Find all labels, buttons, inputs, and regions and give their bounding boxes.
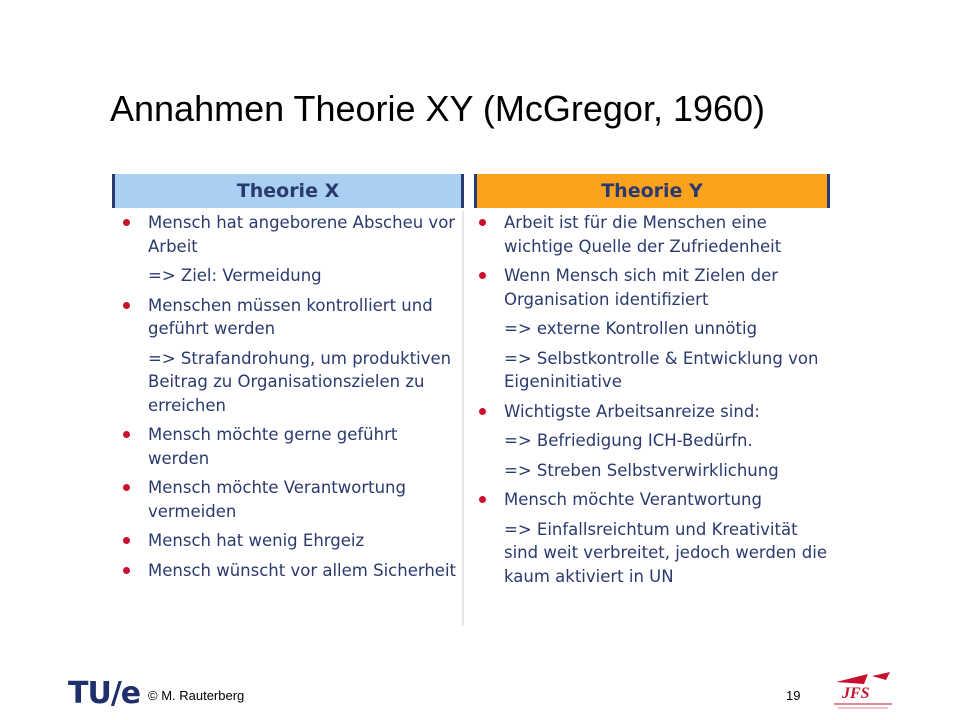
bullet-icon — [123, 567, 130, 574]
list-sub-item — [474, 459, 830, 483]
list-item-text: Mensch hat wenig Ehrgeiz — [148, 531, 365, 550]
bullet-icon — [123, 431, 130, 438]
page-number: 19 — [786, 688, 801, 703]
list-item-text: => Streben Selbstverwirklichung — [504, 460, 779, 480]
theory-y-list — [474, 211, 830, 626]
list-item-text: Mensch hat angeborene Abscheu vor Arbeit — [148, 213, 456, 256]
bullet-icon — [479, 408, 486, 415]
theory-columns — [112, 174, 830, 626]
list-item-text: Mensch möchte Verantwortung vermeiden — [148, 478, 406, 521]
list-item-text: => Ziel: Vermeidung — [148, 266, 322, 285]
list-sub-item — [474, 347, 830, 394]
theory-x-list — [112, 211, 464, 626]
list-sub-item — [112, 264, 462, 288]
list-item-text: => externe Kontrollen unnötig — [504, 319, 758, 338]
list-item-text: Wichtigste Arbeitsanreize sind: — [504, 401, 760, 421]
list-item-text: => Befriedigung ICH-Bedürfn. — [504, 431, 753, 450]
list-item — [112, 476, 462, 523]
list-item-text: Menschen müssen kontrolliert und geführt werden — [148, 295, 433, 338]
theory-x-column — [112, 174, 464, 626]
list-item-text: => Strafandrohung, um produktiven Beitrag zu Organisationszielen zu erreichen — [148, 348, 452, 415]
list-sub-item — [474, 518, 830, 589]
bullet-icon — [479, 219, 486, 226]
list-item — [474, 264, 830, 311]
list-item — [112, 529, 462, 553]
list-sub-item — [112, 347, 462, 418]
list-item-text: Mensch möchte gerne geführt werden — [148, 425, 398, 468]
list-sub-item — [474, 429, 830, 453]
copyright-text: © M. Rauterberg — [148, 688, 245, 703]
list-item-text: Arbeit ist für die Menschen eine wichtige Quelle der Zufriedenheit — [504, 213, 782, 256]
list-item-text: Wenn Mensch sich mit Zielen der Organisation identifiziert — [504, 266, 779, 309]
list-sub-item — [474, 317, 830, 341]
jfs-logo-text: JFS — [842, 685, 870, 702]
list-item-text: Mensch wünscht vor allem Sicherheit — [148, 560, 456, 580]
bullet-icon — [123, 537, 130, 544]
theory-y-column — [474, 174, 830, 626]
bullet-icon — [479, 496, 486, 503]
list-item — [474, 488, 830, 512]
list-item-text: => Selbstkontrolle & Entwicklung von Eigeninitiative — [504, 348, 819, 391]
list-item — [112, 423, 462, 470]
theory-x-header: Theorie X — [112, 174, 464, 208]
list-item-text: => Einfallsreichtum und Kreativität sind weit verbreitet, jedoch werden die kaum aktiviert in UN — [504, 519, 827, 586]
bullet-icon — [123, 219, 130, 226]
list-item-text: Mensch möchte Verantwortung — [504, 490, 762, 509]
list-item — [112, 211, 462, 258]
tue-logo: TU/e — [68, 676, 141, 711]
list-item — [112, 559, 462, 583]
list-item — [474, 211, 830, 258]
slide-title: Annahmen Theorie XY (McGregor, 1960) — [110, 88, 766, 129]
jfs-logo — [828, 670, 898, 714]
list-item — [474, 400, 830, 424]
bullet-icon — [479, 272, 486, 279]
theory-y-header: Theorie Y — [474, 174, 830, 208]
bullet-icon — [123, 302, 130, 309]
bullet-icon — [123, 484, 130, 491]
list-item — [112, 294, 462, 341]
